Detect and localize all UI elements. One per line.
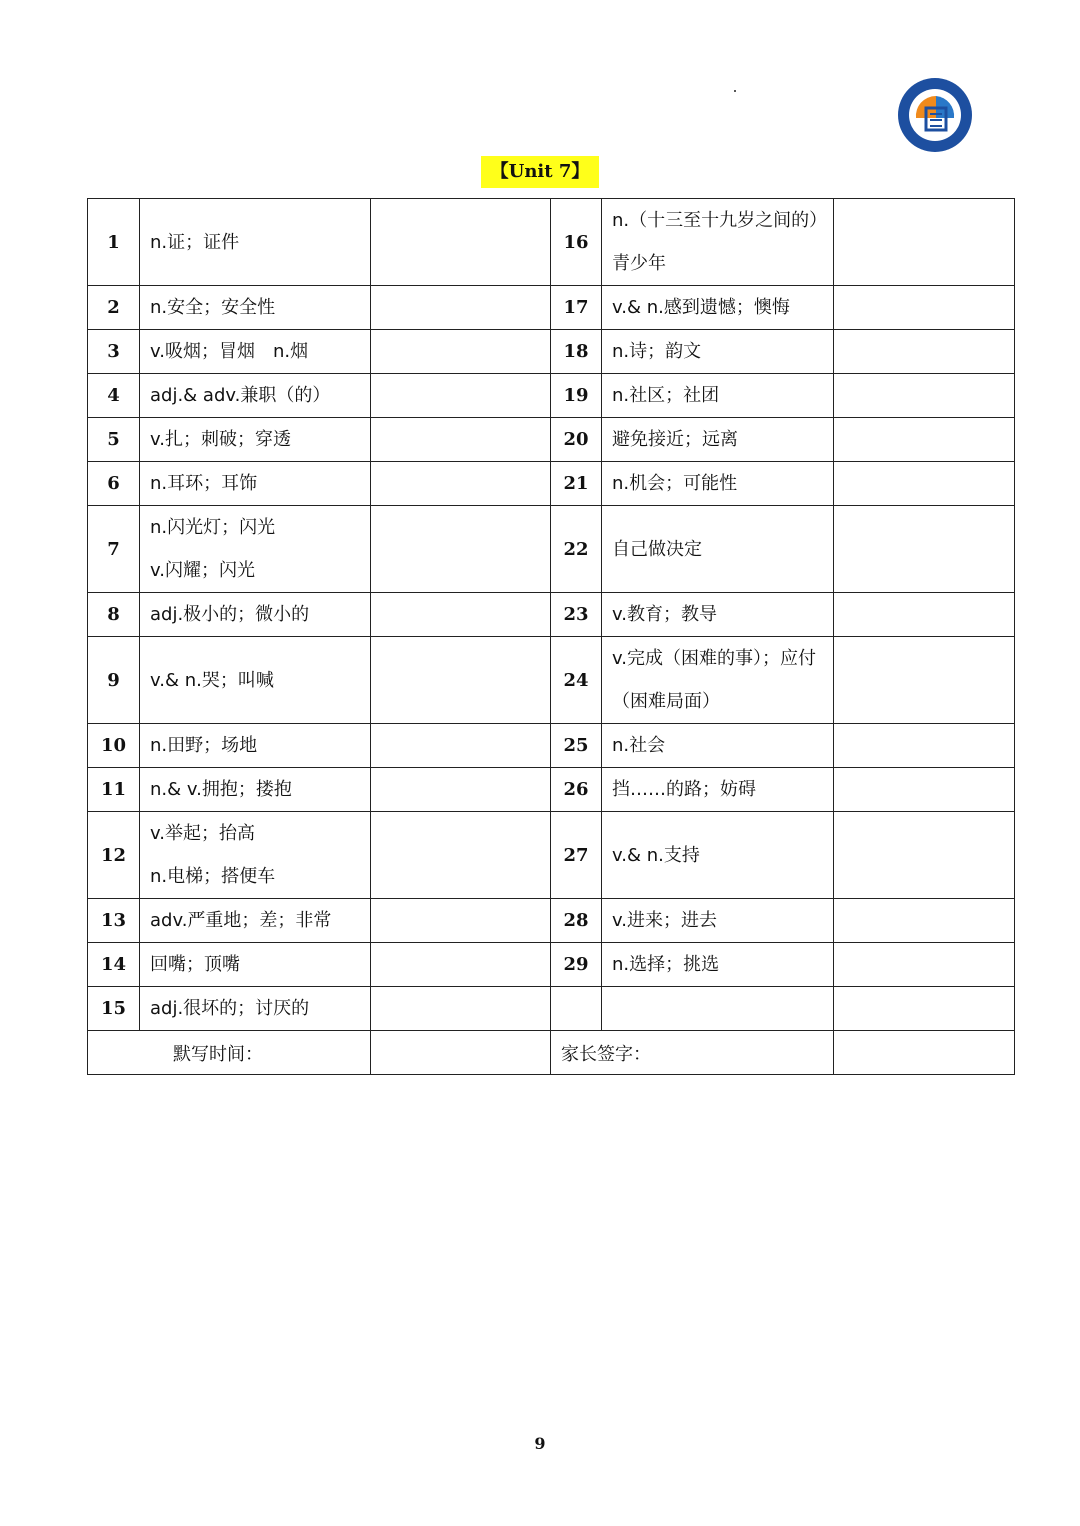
item-number: 7 (88, 506, 140, 593)
item-meaning: n.机会；可能性 (602, 462, 834, 506)
item-number: 29 (551, 943, 602, 987)
table-row (88, 943, 1015, 987)
parent-signature-field[interactable] (834, 1031, 1015, 1075)
item-number-empty (551, 987, 602, 1031)
answer-cell[interactable] (371, 374, 551, 418)
item-meaning: v.& n.感到遗憾；懊悔 (602, 286, 834, 330)
item-meaning: n.（十三至十九岁之间的）青少年 (602, 199, 834, 286)
meaning-line: v.举起；抬高 (150, 823, 255, 844)
item-meaning: n.田野；场地 (140, 724, 371, 768)
item-meaning: v.进来；进去 (602, 899, 834, 943)
table-row (88, 199, 1015, 286)
item-number: 15 (88, 987, 140, 1031)
answer-cell[interactable] (834, 899, 1015, 943)
item-meaning: adj.很坏的；讨厌的 (140, 987, 371, 1031)
item-meaning: n.证；证件 (140, 199, 371, 286)
item-meaning: n.社会 (602, 724, 834, 768)
table-row (88, 724, 1015, 768)
item-meaning: 避免接近；远离 (602, 418, 834, 462)
answer-cell[interactable] (834, 943, 1015, 987)
page-number: 9 (534, 1434, 546, 1453)
item-meaning (140, 506, 371, 593)
parent-signature-label: 家长签字： (551, 1031, 834, 1075)
item-number: 19 (551, 374, 602, 418)
answer-cell[interactable] (834, 987, 1015, 1031)
vocabulary-table (87, 198, 1015, 1075)
item-number: 21 (551, 462, 602, 506)
dictation-time-label: 默写时间： (88, 1031, 371, 1075)
item-number: 16 (551, 199, 602, 286)
answer-cell[interactable] (834, 506, 1015, 593)
answer-cell[interactable] (371, 286, 551, 330)
table-row (88, 987, 1015, 1031)
item-number: 9 (88, 637, 140, 724)
item-meaning (140, 812, 371, 899)
item-number: 18 (551, 330, 602, 374)
meaning-line: n.电梯；搭便车 (150, 866, 276, 887)
answer-cell[interactable] (834, 637, 1015, 724)
item-number: 28 (551, 899, 602, 943)
unit-title: 【Unit 7】 (481, 156, 600, 188)
table-row (88, 637, 1015, 724)
item-number: 11 (88, 768, 140, 812)
answer-cell[interactable] (371, 987, 551, 1031)
item-meaning: adj.& adv.兼职（的） (140, 374, 371, 418)
answer-cell[interactable] (371, 899, 551, 943)
table-row (88, 768, 1015, 812)
answer-cell[interactable] (834, 418, 1015, 462)
item-number: 1 (88, 199, 140, 286)
item-number: 3 (88, 330, 140, 374)
item-number: 10 (88, 724, 140, 768)
answer-cell[interactable] (834, 768, 1015, 812)
item-meaning: v.教育；教导 (602, 593, 834, 637)
item-meaning: v.扎；刺破；穿透 (140, 418, 371, 462)
item-number: 20 (551, 418, 602, 462)
item-meaning: n.选择；挑选 (602, 943, 834, 987)
answer-cell[interactable] (834, 593, 1015, 637)
dictation-time-field[interactable] (371, 1031, 551, 1075)
answer-cell[interactable] (371, 506, 551, 593)
item-number: 8 (88, 593, 140, 637)
item-number: 25 (551, 724, 602, 768)
item-number: 5 (88, 418, 140, 462)
school-logo (896, 76, 974, 154)
item-number: 26 (551, 768, 602, 812)
table-row (88, 506, 1015, 593)
item-number: 4 (88, 374, 140, 418)
answer-cell[interactable] (371, 812, 551, 899)
item-number: 27 (551, 812, 602, 899)
answer-cell[interactable] (834, 812, 1015, 899)
footer-row (88, 1031, 1015, 1075)
answer-cell[interactable] (371, 199, 551, 286)
item-number: 22 (551, 506, 602, 593)
item-meaning-empty (602, 987, 834, 1031)
decorative-dot (734, 90, 736, 92)
item-meaning: 挡……的路；妨碍 (602, 768, 834, 812)
item-meaning: n.社区；社团 (602, 374, 834, 418)
item-meaning: 自己做决定 (602, 506, 834, 593)
item-number: 23 (551, 593, 602, 637)
answer-cell[interactable] (834, 724, 1015, 768)
item-meaning: v.完成（困难的事）；应付（困难局面） (602, 637, 834, 724)
item-meaning: n.诗；韵文 (602, 330, 834, 374)
answer-cell[interactable] (834, 462, 1015, 506)
table-row (88, 462, 1015, 506)
item-meaning: n.安全；安全性 (140, 286, 371, 330)
answer-cell[interactable] (834, 330, 1015, 374)
answer-cell[interactable] (834, 374, 1015, 418)
table-row (88, 374, 1015, 418)
item-number: 24 (551, 637, 602, 724)
answer-cell[interactable] (371, 593, 551, 637)
answer-cell[interactable] (371, 330, 551, 374)
item-number: 2 (88, 286, 140, 330)
item-meaning: adv.严重地；差；非常 (140, 899, 371, 943)
table-row (88, 286, 1015, 330)
table-row (88, 330, 1015, 374)
table-row (88, 899, 1015, 943)
item-number: 14 (88, 943, 140, 987)
answer-cell[interactable] (834, 199, 1015, 286)
meaning-line: v.闪耀；闪光 (150, 560, 255, 581)
table-row (88, 418, 1015, 462)
item-meaning: n.耳环；耳饰 (140, 462, 371, 506)
item-meaning: v.& n.支持 (602, 812, 834, 899)
item-meaning: 回嘴；顶嘴 (140, 943, 371, 987)
answer-cell[interactable] (371, 768, 551, 812)
item-meaning: adj.极小的；微小的 (140, 593, 371, 637)
item-meaning: n.& v.拥抱；搂抱 (140, 768, 371, 812)
item-meaning: v.& n.哭；叫喊 (140, 637, 371, 724)
answer-cell[interactable] (371, 462, 551, 506)
answer-cell[interactable] (371, 637, 551, 724)
table-row (88, 812, 1015, 899)
item-number: 17 (551, 286, 602, 330)
item-number: 13 (88, 899, 140, 943)
answer-cell[interactable] (834, 286, 1015, 330)
item-number: 12 (88, 812, 140, 899)
item-meaning: v.吸烟；冒烟 n.烟 (140, 330, 371, 374)
meaning-line: n.闪光灯；闪光 (150, 517, 276, 538)
table-row (88, 593, 1015, 637)
answer-cell[interactable] (371, 418, 551, 462)
answer-cell[interactable] (371, 943, 551, 987)
item-number: 6 (88, 462, 140, 506)
answer-cell[interactable] (371, 724, 551, 768)
